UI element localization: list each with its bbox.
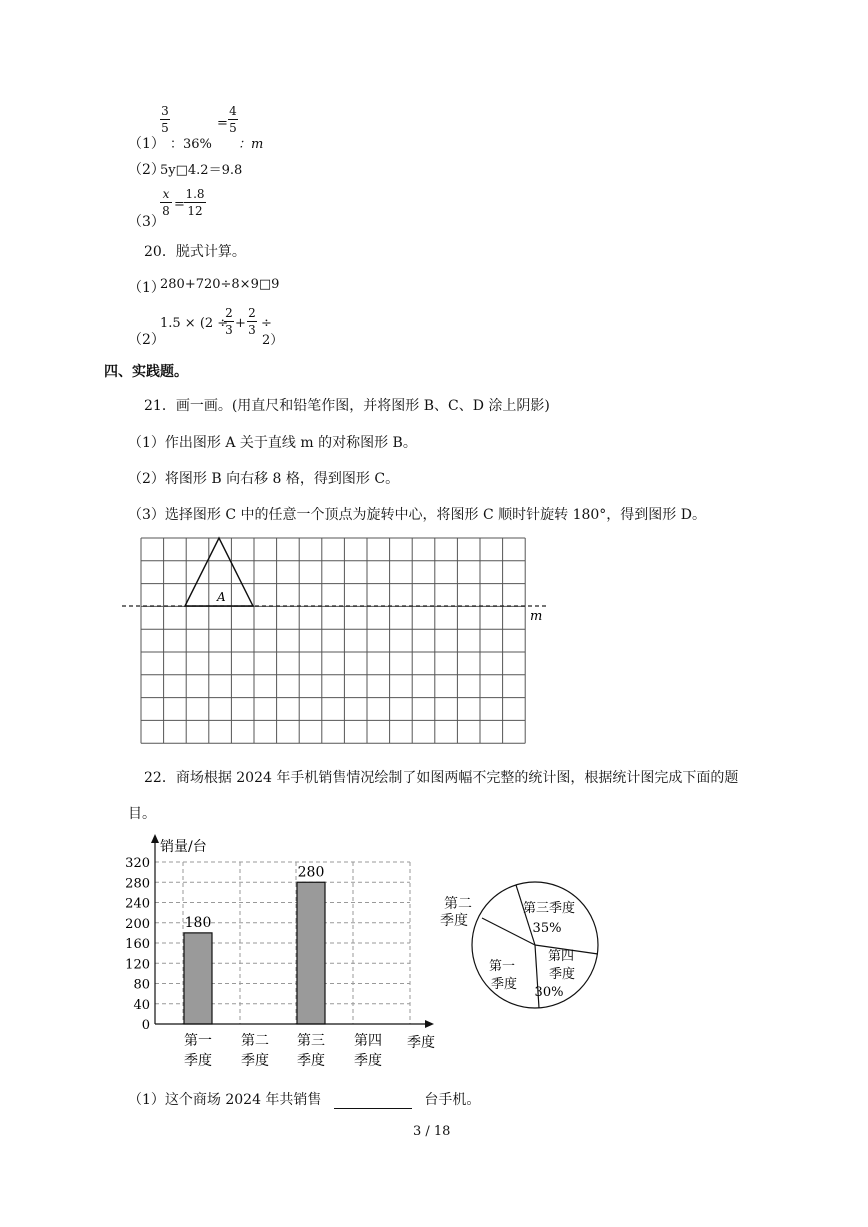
line-m-label: m: [530, 609, 543, 624]
y-axis-arrow: [151, 834, 159, 843]
pie-labels: [489, 900, 575, 1000]
q19-p1-fraction-a: 3 5: [161, 104, 169, 135]
section-title: 四、实践题。: [104, 364, 188, 380]
q20-p2-fraction-2: 2 3: [248, 306, 256, 337]
q19-p2-equation: 5y□4.2＝9.8: [160, 163, 243, 178]
q20-p2-label: （2）: [128, 332, 165, 348]
category-label: 第一: [184, 1033, 212, 1049]
category-label: 季度: [354, 1053, 382, 1069]
category-label: 季度: [184, 1053, 212, 1069]
category-label: 季度: [297, 1053, 325, 1069]
q22-title-line2: 目。: [128, 806, 156, 822]
y-tick-label: 120: [125, 957, 150, 973]
page-number: 3 / 18: [413, 1124, 451, 1139]
pie-slice-label: 第三季度: [522, 901, 576, 916]
q21-part1: （1）作出图形 A 关于直线 m 的对称图形 B。: [128, 435, 417, 451]
q20-p1-expression: 280+720÷8×9□9: [160, 277, 280, 292]
q19-p2-label: （2）: [128, 162, 165, 178]
triangle-a-label: A: [217, 590, 226, 604]
bar: [184, 933, 212, 1024]
q21-title: 21．画一画。(用直尺和铅笔作图，并将图形 B、C、D 涂上阴影): [144, 398, 550, 414]
q19-p1-tail: ：m: [238, 137, 264, 152]
category-label: 第四: [354, 1033, 382, 1049]
y-tick-label: 160: [125, 937, 150, 952]
q21-part3: （3）选择图形 C 中的任意一个顶点为旋转中心，将图形 C 顺时针旋转 180°，得到图形 D。: [128, 507, 706, 523]
y-tick-label: 40: [133, 997, 150, 1013]
q20-p2-lead: 1.5 × (2 ÷: [160, 316, 229, 331]
y-tick-label: 240: [125, 896, 150, 912]
y-tick-label: 80: [133, 977, 150, 993]
x-axis-arrow: [425, 1020, 434, 1028]
q19-p1-fraction-b: 4 5: [229, 104, 237, 135]
q19-p3-fraction-a: x 8: [160, 187, 172, 218]
pie-slice-label: 第一: [488, 959, 516, 974]
q21-grid-figure: [116, 530, 556, 750]
q22-part1: （1）这个商场 2024 年共销售 台手机。: [128, 1092, 481, 1108]
q21-part2: （2）将图形 B 向右移 8 格，得到图形 C。: [128, 471, 400, 487]
y-tick-label: 320: [125, 856, 150, 871]
q20-title: 20．脱式计算。: [144, 244, 246, 260]
bar-chart-x-labels: [184, 1033, 382, 1069]
bar-chart-y-ticks: [125, 856, 150, 1033]
q19-p1-label: （1）: [128, 136, 165, 152]
grid-lines: [141, 538, 525, 743]
pie-label-q2-line1: 第二: [444, 896, 472, 912]
q20-p2-end: 2）: [262, 333, 284, 348]
y-tick-label: 0: [141, 1018, 150, 1033]
q19-p3-fraction-b: 1.8 12: [185, 187, 205, 218]
y-tick-label: 200: [125, 916, 150, 932]
pie-spoke: [482, 918, 535, 945]
bar-value-label: 280: [297, 864, 325, 881]
pie-label-q2-line2: 季度: [440, 913, 468, 929]
category-label: 第三: [297, 1033, 325, 1049]
bar-chart-bars: [184, 864, 325, 1024]
category-label: 季度: [241, 1053, 269, 1069]
pie-slice-label: 季度: [548, 967, 576, 982]
x-axis-title: 季度: [407, 1035, 435, 1051]
q20-p1-label: （1）: [128, 280, 165, 296]
pie-slice-label: 30%: [534, 985, 564, 1000]
y-tick-label: 280: [125, 876, 150, 892]
q19-p1-ratio-text: ：36%: [170, 137, 212, 152]
pie-slice-label: 第四: [547, 949, 575, 964]
q19-p1-equals: =: [217, 116, 228, 131]
q19-p3-label: （3）: [128, 214, 165, 230]
answer-blank[interactable]: [334, 1094, 412, 1109]
bar: [297, 882, 325, 1024]
pie-slice-label: 季度: [490, 977, 518, 992]
q20-p2-fraction-1: 2 3: [225, 306, 233, 337]
q19-p3-equals: =: [174, 197, 185, 212]
bar-value-label: 180: [184, 914, 212, 931]
category-label: 第二: [241, 1033, 269, 1049]
pie-slice-label: 35%: [532, 921, 562, 936]
q20-p2-plus: +: [235, 316, 246, 331]
q22-title-line1: 22．商场根据 2024 年手机销售情况绘制了如图两幅不完整的统计图，根据统计图完成下面的题: [144, 770, 739, 786]
y-axis-title: 销量/台: [160, 839, 207, 855]
bar-chart: [120, 832, 450, 1072]
q20-p2-divide: ÷: [261, 316, 272, 331]
pie-chart: [465, 868, 605, 1028]
